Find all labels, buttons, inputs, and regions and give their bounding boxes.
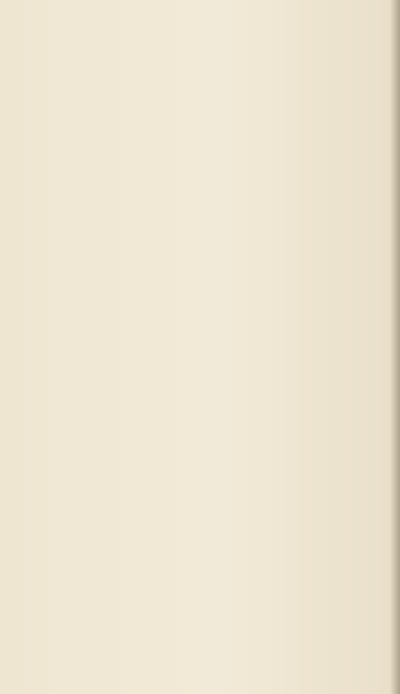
drop-cap bbox=[108, 390, 154, 440]
page-gutter-shadow bbox=[390, 0, 400, 694]
